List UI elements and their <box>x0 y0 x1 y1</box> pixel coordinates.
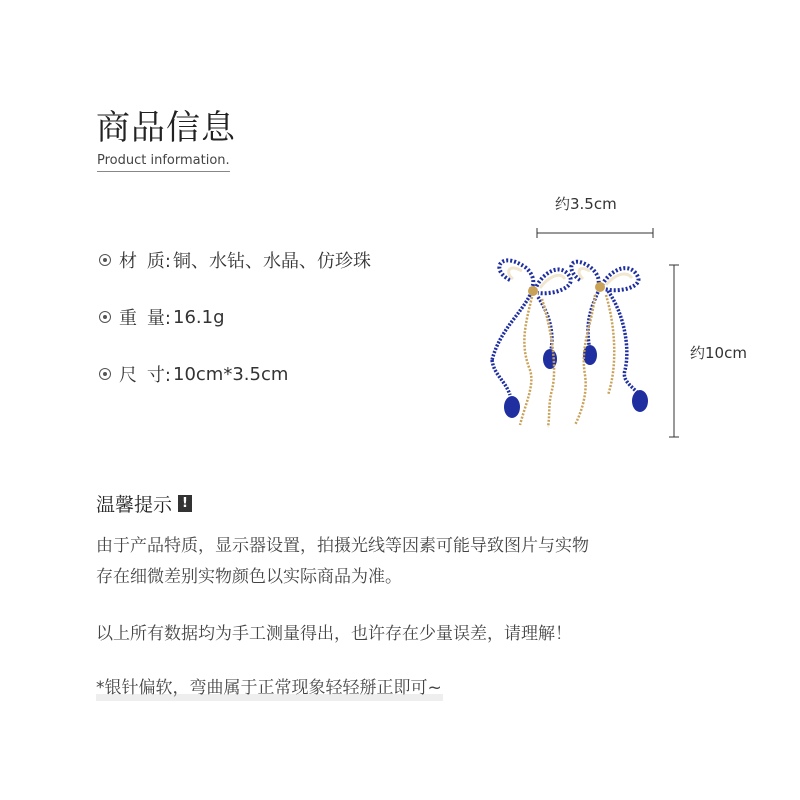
spec-value: 10cm*3.5cm <box>173 363 289 385</box>
tips-paragraph-line1: 由于产品特质，显示器设置，拍摄光线等因素可能导致图片与实物 <box>96 536 589 556</box>
tips-note: *银针偏软，弯曲属于正常现象轻轻掰正即可~ <box>96 678 442 698</box>
spec-row-weight <box>99 305 225 329</box>
earring-right <box>571 262 648 425</box>
bullet-icon <box>99 368 111 380</box>
page-title: 商品信息 <box>96 108 236 148</box>
tips-paragraph-line2: 存在细微差别实物颜色以实际商品为准。 <box>96 567 402 587</box>
earrings-image <box>480 255 670 435</box>
earring-left <box>492 260 571 427</box>
exclamation-icon: ! <box>178 495 192 512</box>
bullet-icon <box>99 254 111 266</box>
width-dimension-label: 约3.5cm <box>555 195 617 213</box>
spec-label: 材 质: <box>119 251 171 272</box>
spec-value: 16.1g <box>173 306 225 328</box>
bullet-icon <box>99 311 111 323</box>
tips-paragraph-line3: 以上所有数据均为手工测量得出，也许存在少量误差，请理解！ <box>96 624 572 644</box>
height-dimension-label: 约10cm <box>690 344 747 362</box>
spec-value: 铜、水钻、水晶、仿珍珠 <box>173 251 371 272</box>
spec-label: 尺 寸: <box>119 365 171 386</box>
width-dimension-line <box>535 226 655 240</box>
tips-title: 温馨提示 ! <box>96 490 192 517</box>
page-subtitle: Product information. <box>97 153 230 172</box>
spec-row-material <box>99 248 371 272</box>
spec-label: 重 量: <box>119 308 171 329</box>
spec-row-size <box>99 362 288 386</box>
